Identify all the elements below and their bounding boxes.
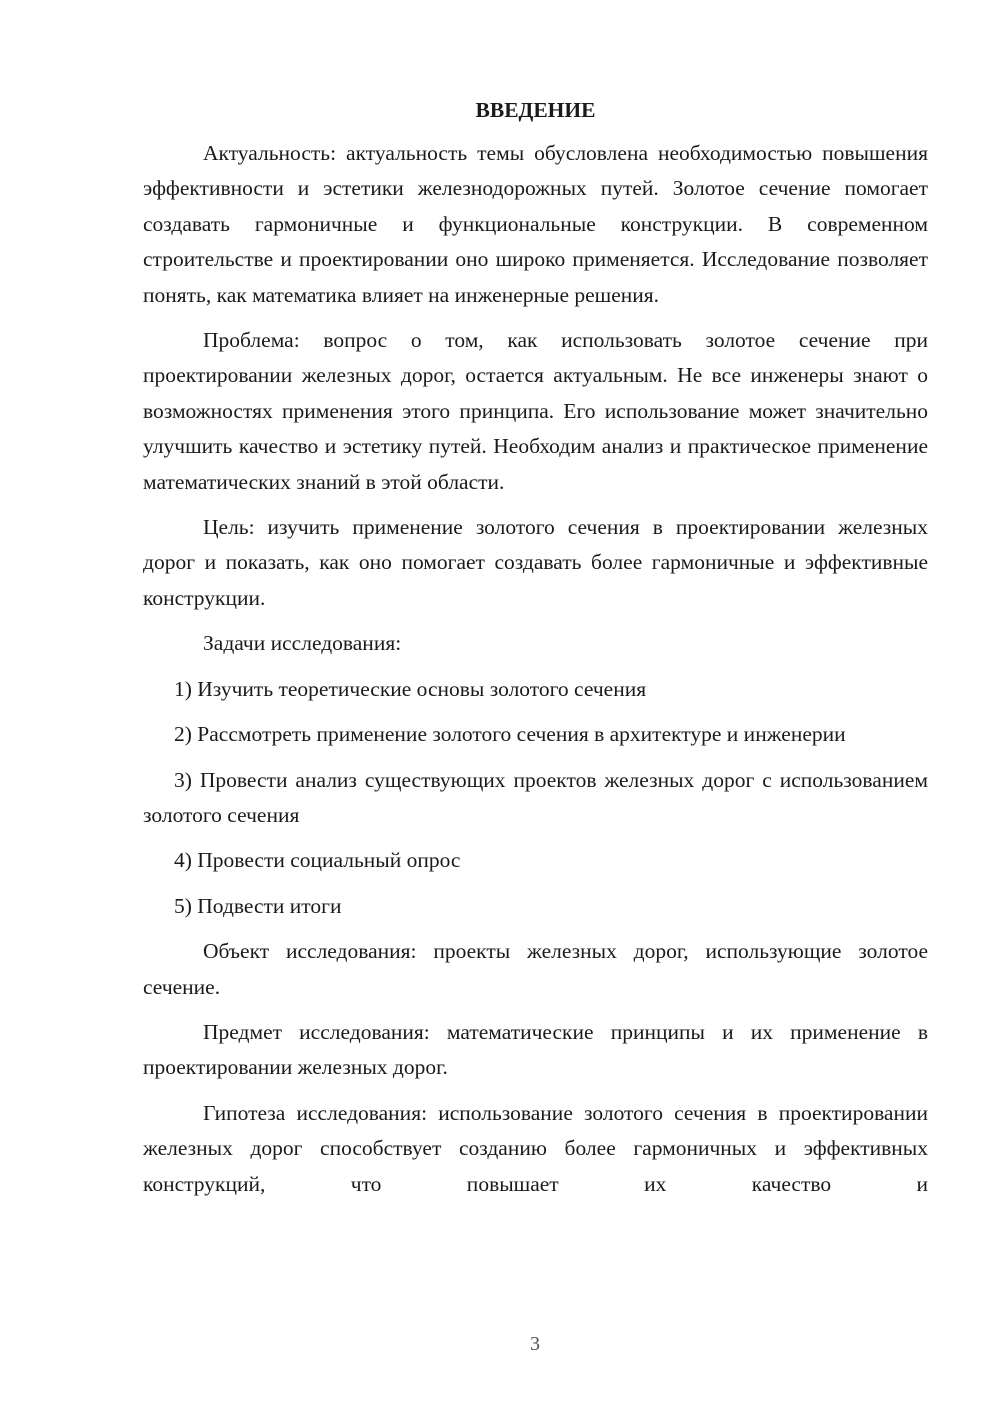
- paragraph-problem: Проблема: вопрос о том, как использовать золотое сечение при проектировании железных дорог, остается актуальным. Не все инженеры знают о возможностях применения этого принципа. Его использование может значительно улучшить качество и эстетику путей. Необходим анализ и практическое применение математических знаний в этой области.: [143, 328, 928, 494]
- paragraph-goal: Цель: изучить применение золотого сечения в проектировании железных дорог и показать, как оно помогает создавать более гармоничные и эффективные конструкции.: [143, 515, 928, 610]
- task-item-4: 4) Провести социальный опрос: [174, 848, 461, 873]
- paragraph-hypothesis: Гипотеза исследования: использование золотого сечения в проектировании железных дорог способствует созданию более гармоничных и эффективных конструкций, что повышает их качество и: [143, 1100, 928, 1196]
- document-page: [143, 92, 928, 1202]
- section-title: ВВЕДЕНИЕ: [475, 98, 596, 122]
- page-number: 3: [530, 1333, 540, 1355]
- paragraph-object: Объект исследования: проекты железных дорог, использующие золотое сечение.: [143, 939, 928, 999]
- task-item-1: 1) Изучить теоретические основы золотого сечения: [174, 676, 647, 701]
- paragraph-subject: Предмет исследования: математические принципы и их применение в проектировании железных дорог.: [143, 1019, 928, 1080]
- paragraph-tasks-heading: Задачи исследования:: [203, 631, 402, 656]
- task-item-3: 3) Провести анализ существующих проектов железных дорог с использованием золотого сечения: [143, 767, 928, 827]
- task-item-2: 2) Рассмотреть применение золотого сечения в архитектуре и инженерии: [174, 722, 846, 747]
- task-item-5: 5) Подвести итоги: [174, 893, 342, 918]
- paragraph-relevance: Актуальность: актуальность темы обусловлена необходимостью повышения эффективности и эстетики железнодорожных путей. Золотое сечение помогает создавать гармоничные и функциональные конструкции. В современном строительстве и проектировании оно широко применяется. Исследование позволяет понять, как математика влияет на инженерные решения.: [143, 141, 928, 307]
